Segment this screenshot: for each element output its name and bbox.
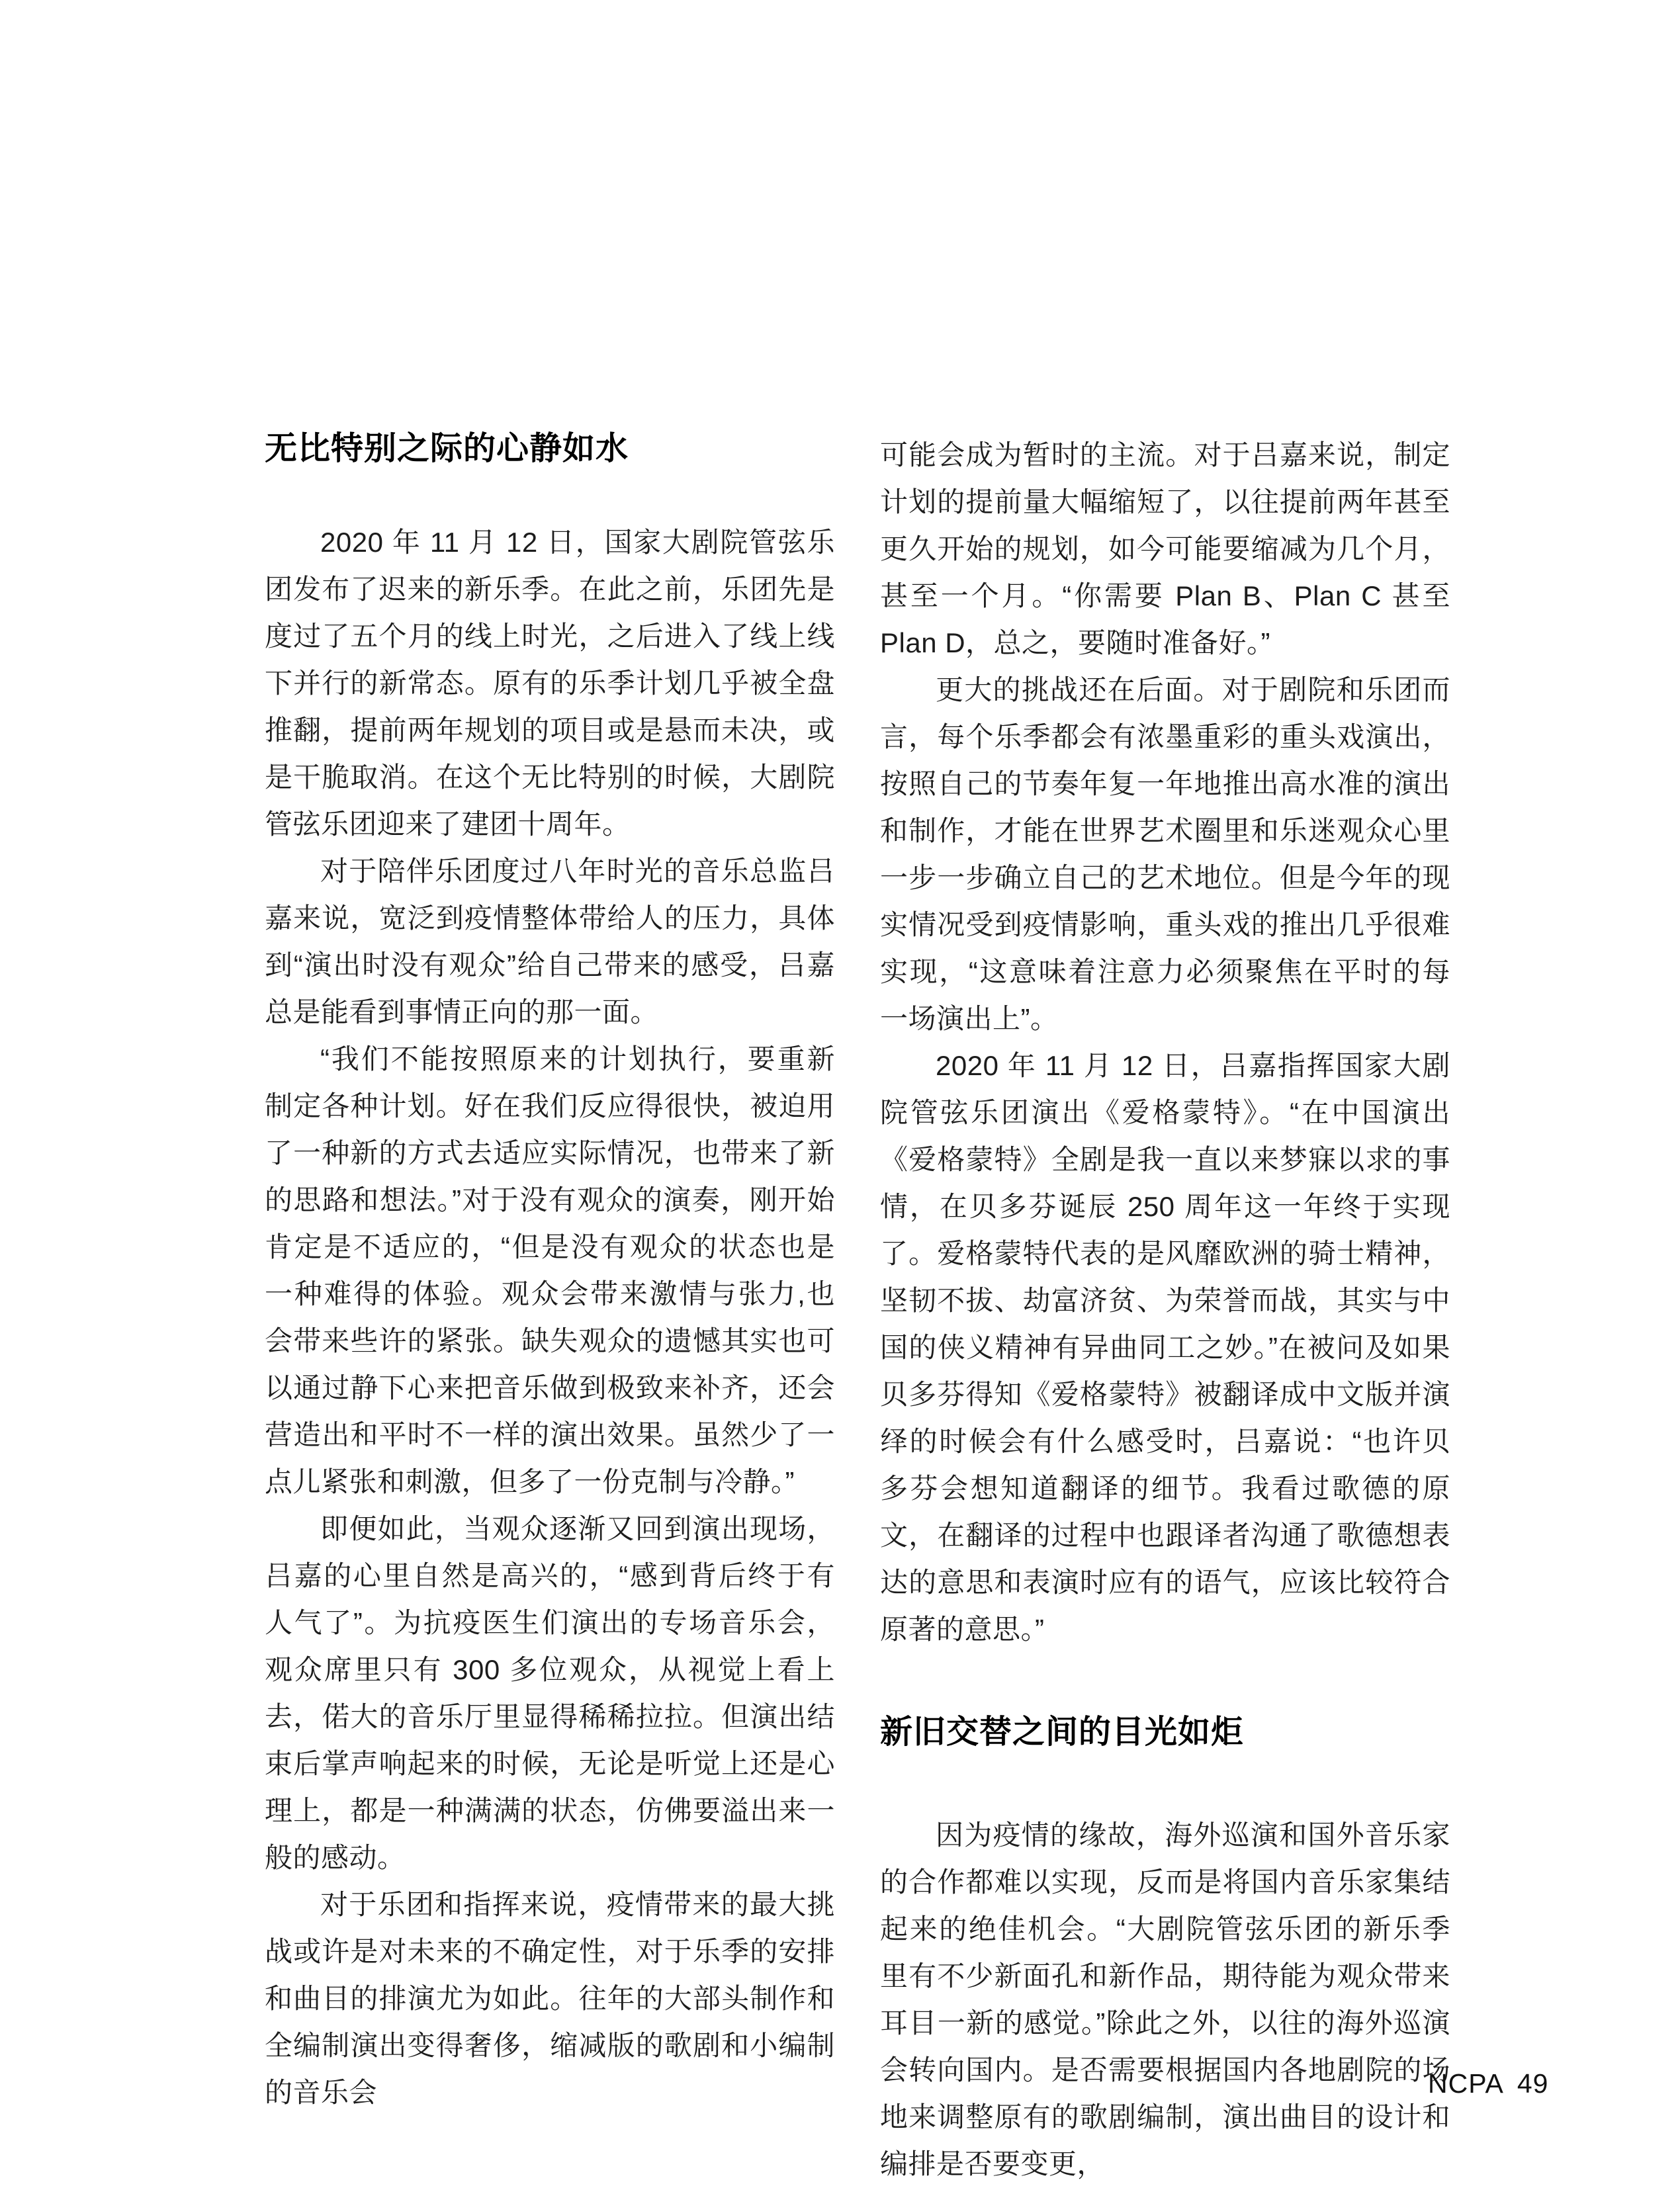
section-heading-2: 新旧交替之间的目光如炬 (880, 1714, 1245, 1750)
page-number: 49 (1517, 2068, 1549, 2099)
left-column (265, 431, 835, 2116)
paragraph: 因为疫情的缘故，海外巡演和国外音乐家的合作都难以实现，反而是将国内音乐家集结起来的绝佳机会。“大剧院管弦乐团的新乐季里有不少新面孔和新作品，期待能为观众带来耳目一新的感觉。”除此之外，以往的海外巡演会转向国内。是否需要根据国内各地剧院的场地来调整原有的歌剧编制，演出曲目的设计和编排是否要变更， (880, 1819, 1450, 2179)
paragraph: 对于乐团和指挥来说，疫情带来的最大挑战或许是对未来的不确定性，对于乐季的安排和曲目的排演尤为如此。往年的大部头制作和全编制演出变得奢侈，缩减版的歌剧和小编制的音乐会 (265, 1889, 835, 2108)
paragraph-continuation: 可能会成为暂时的主流。对于吕嘉来说，制定计划的提前量大幅缩短了，以往提前两年甚至更久开始的规划，如今可能要缩减为几个月，甚至一个月。“你需要 Plan B、Plan C 甚至 Plan D，总之，要随时准备好。” (880, 439, 1450, 658)
paragraph: “我们不能按照原来的计划执行，要重新制定各种计划。好在我们反应得很快，被迫用了一种新的方式去适应实际情况，也带来了新的思路和想法。”对于没有观众的演奏，刚开始肯定是不适应的，“但是没有观众的状态也是一种难得的体验。观众会带来激情与张力,也会带来些许的紧张。缺失观众的遗憾其实也可以通过静下心来把音乐做到极致来补齐，还会营造出和平时不一样的演出效果。虽然少了一点儿紧张和刺激，但多了一份克制与冷静。” (265, 1043, 835, 1497)
journal-name: NCPA (1428, 2068, 1504, 2099)
paragraph: 即便如此，当观众逐渐又回到演出现场，吕嘉的心里自然是高兴的，“感到背后终于有人气了”。为抗疫医生们演出的专场音乐会，观众席里只有 300 多位观众，从视觉上看上去，偌大的音乐厅里显得稀稀拉拉。但演出结束后掌声响起来的时候，无论是听觉上还是心理上，都是一种满满的状态，仿佛要溢出来一般的感动。 (265, 1513, 835, 1873)
paragraph: 更大的挑战还在后面。对于剧院和乐团而言，每个乐季都会有浓墨重彩的重头戏演出，按照自己的节奏年复一年地推出高水准的演出和制作，才能在世界艺术圈里和乐迷观众心里一步一步确立自己的艺术地位。但是今年的现实情况受到疫情影响，重头戏的推出几乎很难实现，“这意味着注意力必须聚焦在平时的每一场演出上”。 (880, 674, 1450, 1034)
paragraph: 对于陪伴乐团度过八年时光的音乐总监吕嘉来说，宽泛到疫情整体带给人的压力，具体到“演出时没有观众”给自己带来的感受，吕嘉总是能看到事情正向的那一面。 (265, 855, 835, 1028)
paragraph: 2020 年 11 月 12 日，吕嘉指挥国家大剧院管弦乐团演出《爱格蒙特》。“在中国演出《爱格蒙特》全剧是我一直以来梦寐以求的事情，在贝多芬诞辰 250 周年这一年终于实现了。爱格蒙特代表的是风靡欧洲的骑士精神，坚韧不拔、劫富济贫、为荣誉而战，其实与中国的侠义精神有异曲同工之妙。”在被问及如果贝多芬得知《爱格蒙特》被翻译成中文版并演绎的时候会有什么感受时，吕嘉说：“也许贝多芬会想知道翻译的细节。我看过歌德的原文，在翻译的过程中也跟译者沟通了歌德想表达的意思和表演时应有的语气，应该比较符合原著的意思。” (880, 1050, 1450, 1645)
right-column (880, 431, 1450, 2187)
paragraph: 2020 年 11 月 12 日，国家大剧院管弦乐团发布了迟来的新乐季。在此之前，乐团先是度过了五个月的线上时光，之后进入了线上线下并行的新常态。原有的乐季计划几乎被全盘推翻，提前两年规划的项目或是悬而未决，或是干脆取消。在这个无比特别的时候，大剧院管弦乐团迎来了建团十周年。 (265, 527, 835, 840)
page-footer (1428, 2068, 1548, 2099)
section-heading-1: 无比特别之际的心静如水 (265, 431, 629, 466)
